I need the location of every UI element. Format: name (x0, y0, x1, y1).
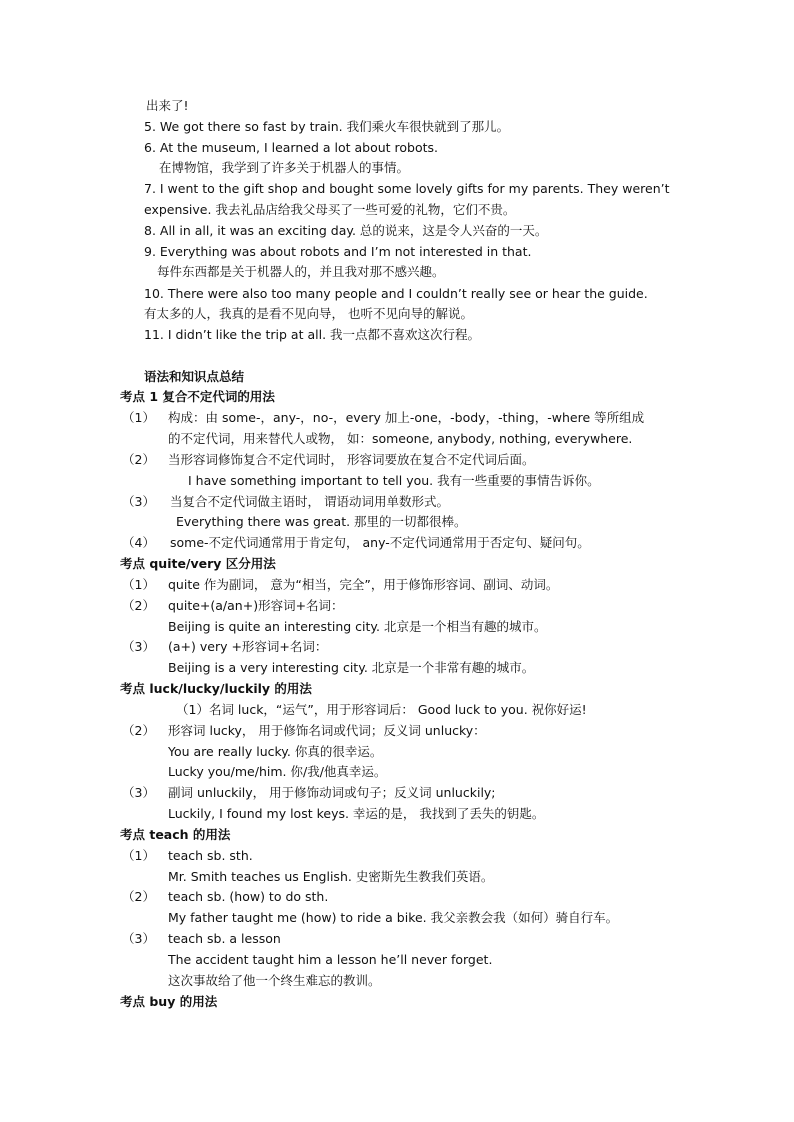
intro-line: expensive. 我去礼品店给我父母买了一些可爱的礼物，它们不贵。 (144, 202, 516, 217)
item-number: （2） (122, 452, 155, 467)
item-text: 当复合不定代词做主语时， 谓语动词用单数形式。 (170, 494, 449, 509)
item-text: teach sb. sth. (168, 848, 253, 863)
item-text: 形容词 lucky， 用于修饰名词或代词；反义词 unlucky： (168, 723, 486, 738)
point-title: 考点 1 复合不定代词的用法 (120, 389, 275, 404)
item-number: （2） (122, 598, 155, 613)
example-sentence: Beijing is a very interesting city. 北京是一个非常有趣的城市。 (168, 660, 535, 675)
item-text: quite+(a/an+)形容词+名词： (168, 598, 344, 613)
intro-line: 出来了! (146, 98, 189, 113)
item-text: (a+) very +形容词+名词： (168, 639, 328, 654)
item-number: （3） (122, 494, 155, 509)
example-sentence: Lucky you/me/him. 你/我/他真幸运。 (168, 764, 387, 779)
example-sentence: Luckily, I found my lost keys. 幸运的是， 我找到了丢失的钥匙。 (168, 806, 545, 821)
item-text: quite 作为副词， 意为“相当，完全”，用于修饰形容词、副词、动词。 (168, 577, 559, 592)
item-number: （1） (122, 577, 155, 592)
item-text: 副词 unluckily， 用于修饰动词或句子；反义词 unluckily; (168, 785, 496, 800)
item-number: （3） (122, 931, 155, 946)
item-text: some-不定代词通常用于肯定句， any-不定代词通常用于否定句、疑问句。 (170, 535, 590, 550)
item-number: （2） (122, 889, 155, 904)
intro-line: 5. We got there so fast by train. 我们乘火车很快就到了那儿。 (144, 119, 510, 134)
intro-line: 每件东西都是关于机器人的，并且我对那不感兴趣。 (157, 264, 445, 279)
point-title: 考点 quite/very 区分用法 (120, 556, 276, 571)
item-text: teach sb. (how) to do sth. (168, 889, 329, 904)
example-sentence: You are really lucky. 你真的很幸运。 (168, 744, 383, 759)
point-title: 考点 luck/lucky/luckily 的用法 (120, 681, 312, 696)
example-sentence: 这次事故给了他一个终生难忘的教训。 (168, 973, 381, 988)
intro-line: 10. There were also too many people and I couldn’t really see or hear the guide. (144, 286, 648, 301)
item-number: （1） (122, 848, 155, 863)
example-sentence: Beijing is quite an interesting city. 北京是一个相当有趣的城市。 (168, 619, 547, 634)
section-title: 语法和知识点总结 (144, 369, 245, 384)
example-sentence: Everything there was great. 那里的一切都很棒。 (176, 514, 467, 529)
intro-line: 8. All in all, it was an exciting day. 总的说来，这是令人兴奋的一天。 (144, 223, 548, 238)
intro-line: 6. At the museum, I learned a lot about robots. (144, 140, 439, 155)
point-title: 考点 teach 的用法 (120, 827, 231, 842)
intro-line: 7. I went to the gift shop and bought some lovely gifts for my parents. They weren’t (144, 181, 670, 196)
point-title: 考点 buy 的用法 (120, 994, 218, 1009)
intro-line: 11. I didn’t like the trip at all. 我一点都不喜欢这次行程。 (144, 327, 481, 342)
item-number: （3） (122, 639, 155, 654)
example-sentence: My father taught me (how) to ride a bike. 我父亲教会我（如何）骑自行车。 (168, 910, 619, 925)
item-text: （1）名词 luck，“运气”，用于形容词后： Good luck to you. 祝你好运! (176, 702, 587, 717)
item-text: teach sb. a lesson (168, 931, 281, 946)
item-text: 的不定代词，用来替代人或物， 如：someone, anybody, nothing, everywhere. (168, 431, 633, 446)
intro-line: 在博物馆，我学到了许多关于机器人的事情。 (159, 160, 410, 175)
item-number: （3） (122, 785, 155, 800)
item-number: （4） (122, 535, 155, 550)
item-text: 构成：由 some-，any-，no-，every 加上-one，-body，-thing，-where 等所组成 (168, 410, 645, 425)
intro-line: 9. Everything was about robots and I’m not interested in that. (144, 244, 532, 259)
example-sentence: I have something important to tell you. 我有一些重要的事情告诉你。 (188, 473, 600, 488)
example-sentence: Mr. Smith teaches us English. 史密斯先生教我们英语。 (168, 869, 494, 884)
item-number: （1） (122, 410, 155, 425)
example-sentence: The accident taught him a lesson he’ll never forget. (168, 952, 493, 967)
intro-line: 有太多的人，我真的是看不见向导， 也听不见向导的解说。 (144, 306, 473, 321)
item-text: 当形容词修饰复合不定代词时， 形容词要放在复合不定代词后面。 (168, 452, 535, 467)
item-number: （2） (122, 723, 155, 738)
